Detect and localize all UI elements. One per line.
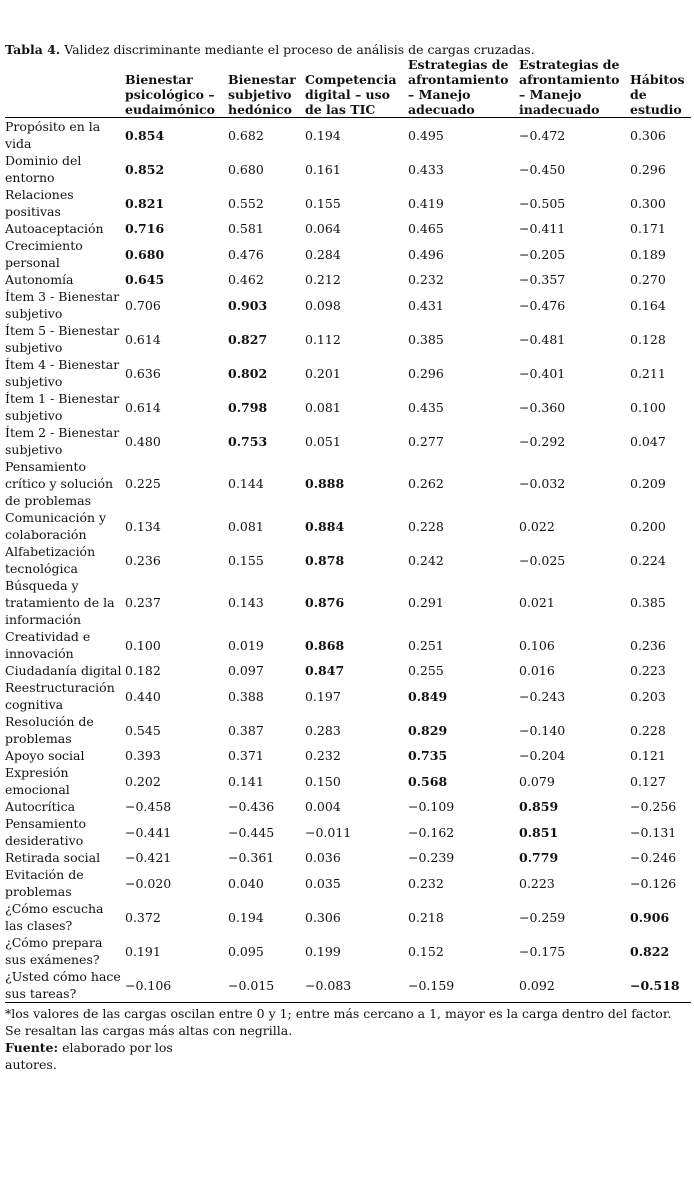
header-col-4: Estrategias de afrontamiento – Manejo adecuado xyxy=(408,57,509,117)
loading-cell: 0.182 xyxy=(125,663,161,678)
loading-cell: 0.462 xyxy=(228,272,264,287)
row-label: ¿Cómo prepara sus exámenes? xyxy=(5,935,103,967)
loading-cell: −0.441 xyxy=(125,824,172,840)
table-row xyxy=(5,798,691,815)
table-row xyxy=(5,152,691,186)
loading-cell: 0.150 xyxy=(305,773,341,789)
table-header-row xyxy=(5,57,691,118)
loading-cell: 0.100 xyxy=(125,637,161,653)
loading-cell: 0.022 xyxy=(519,518,555,534)
loading-cell: 0.228 xyxy=(408,518,444,534)
loading-cell: −0.204 xyxy=(519,748,566,763)
loading-cell: 0.191 xyxy=(125,943,161,959)
header-col-2: Bienestar subjetivo hedónico xyxy=(228,72,296,117)
loading-cell: 0.232 xyxy=(408,272,444,287)
loading-cell: −0.131 xyxy=(630,824,677,840)
loading-cell: 0.680 xyxy=(125,246,165,262)
loading-cell: 0.223 xyxy=(630,663,666,678)
loading-cell: 0.127 xyxy=(630,773,666,789)
loading-cell: 0.143 xyxy=(228,595,264,610)
loading-cell: 0.888 xyxy=(305,476,345,491)
table-row xyxy=(5,662,691,679)
loading-cell: 0.388 xyxy=(228,688,264,704)
row-label: Ítem 3 - Bienestar subjetivo xyxy=(5,289,120,321)
table-row xyxy=(5,271,691,288)
loading-cell: 0.100 xyxy=(630,399,666,415)
loading-cell: −0.239 xyxy=(408,850,455,865)
loading-cell: 0.242 xyxy=(408,552,444,568)
loading-cell: 0.047 xyxy=(630,433,666,449)
loading-cell: 0.270 xyxy=(630,272,666,287)
loading-cell: 0.237 xyxy=(125,595,161,610)
row-label: Alfabetización tecnológica xyxy=(5,544,96,576)
table-row xyxy=(5,237,691,271)
loading-cell: 0.385 xyxy=(408,331,444,347)
row-label: Ítem 5 - Bienestar subjetivo xyxy=(5,323,120,355)
loading-cell: 0.035 xyxy=(305,875,341,891)
loading-cell: 0.296 xyxy=(630,161,666,177)
loading-cell: −0.140 xyxy=(519,722,566,738)
loading-cell: 0.155 xyxy=(305,195,341,211)
table-caption-label: Tabla 4. xyxy=(5,42,61,57)
loading-cell: 0.903 xyxy=(228,297,268,313)
loading-cell: −0.106 xyxy=(125,977,172,993)
loading-cell: 0.847 xyxy=(305,663,345,678)
loading-cell: 0.251 xyxy=(408,637,444,653)
loading-cell: 0.884 xyxy=(305,518,345,534)
loading-cell: 0.081 xyxy=(228,518,264,534)
table-row xyxy=(5,747,691,764)
row-label: Ítem 2 - Bienestar subjetivo xyxy=(5,425,120,457)
row-label: Apoyo social xyxy=(5,748,85,763)
loading-cell: 0.211 xyxy=(630,365,666,381)
loading-cell: 0.036 xyxy=(305,850,341,865)
loading-cell: 0.829 xyxy=(408,722,448,738)
header-col-6: Hábitos de estudio xyxy=(630,72,685,117)
loading-cell: −0.246 xyxy=(630,850,677,865)
row-label: ¿Usted cómo hace sus tareas? xyxy=(5,969,121,1001)
loading-cell: 0.134 xyxy=(125,518,161,534)
loading-cell: 0.209 xyxy=(630,476,666,491)
loading-cell: 0.201 xyxy=(305,365,341,381)
loading-cell: 0.876 xyxy=(305,595,345,610)
table-row xyxy=(5,220,691,237)
row-label: Ítem 4 - Bienestar subjetivo xyxy=(5,357,120,389)
loading-cell: 0.614 xyxy=(125,399,161,415)
table-row xyxy=(5,322,691,356)
loading-cell: 0.284 xyxy=(305,246,341,262)
table-row xyxy=(5,118,691,153)
loading-cell: 0.189 xyxy=(630,246,666,262)
loading-cell: 0.852 xyxy=(125,161,165,177)
loading-cell: 0.480 xyxy=(125,433,161,449)
table-row xyxy=(5,509,691,543)
row-label: Pensamiento crítico y solución de problemas xyxy=(5,459,114,508)
loading-cell: 0.614 xyxy=(125,331,161,347)
loading-cell: −0.481 xyxy=(519,331,566,347)
loading-cell: 0.051 xyxy=(305,433,341,449)
loading-cell: 0.152 xyxy=(408,943,444,959)
loading-cell: −0.361 xyxy=(228,850,275,865)
loading-cell: 0.236 xyxy=(125,552,161,568)
loading-cell: 0.064 xyxy=(305,221,341,236)
table-row xyxy=(5,458,691,509)
loading-cell: 0.112 xyxy=(305,331,341,347)
loading-cell: 0.016 xyxy=(519,663,555,678)
loading-cell: 0.262 xyxy=(408,476,444,491)
loading-cell: 0.283 xyxy=(305,722,341,738)
table-row xyxy=(5,968,691,1003)
table-footnote: *los valores de las cargas oscilan entre 0 y 1; entre más cercano a 1, mayor es la carga dentro del factor. Se resaltan las cargas más altas con negrilla. xyxy=(5,1006,672,1038)
loading-cell: 0.194 xyxy=(228,909,264,925)
table-row xyxy=(5,424,691,458)
loading-cell: 0.306 xyxy=(630,127,666,143)
table-row xyxy=(5,390,691,424)
loading-cell: 0.645 xyxy=(125,272,165,287)
loading-cell: 0.827 xyxy=(228,331,268,347)
loading-cell: 0.164 xyxy=(630,297,666,313)
loading-cell: 0.128 xyxy=(630,331,666,347)
row-label: Creatividad e innovación xyxy=(5,629,91,661)
loading-cell: 0.021 xyxy=(519,595,555,610)
loading-cell: 0.868 xyxy=(305,637,345,653)
loading-cell: 0.228 xyxy=(630,722,666,738)
loading-cell: −0.109 xyxy=(408,799,455,814)
loading-cell: 0.859 xyxy=(519,799,559,814)
loading-cell: 0.779 xyxy=(519,850,559,865)
loading-cell: 0.277 xyxy=(408,433,444,449)
row-label: Autoaceptación xyxy=(5,221,104,236)
loading-cell: −0.458 xyxy=(125,799,172,814)
loading-cell: 0.255 xyxy=(408,663,444,678)
loading-cell: −0.411 xyxy=(519,221,566,236)
row-label: Ciudadanía digital xyxy=(5,663,122,678)
loading-cell: 0.798 xyxy=(228,399,268,415)
loading-cell: −0.421 xyxy=(125,850,172,865)
loading-cell: −0.360 xyxy=(519,399,566,415)
loadings-table xyxy=(5,57,691,1003)
table-row xyxy=(5,815,691,849)
loading-cell: −0.126 xyxy=(630,875,677,891)
loading-cell: −0.472 xyxy=(519,127,566,143)
loading-cell: −0.259 xyxy=(519,909,566,925)
row-label: Búsqueda y tratamiento de la información xyxy=(5,578,115,627)
loading-cell: 0.232 xyxy=(305,748,341,763)
row-label: Autonomía xyxy=(5,272,74,287)
loading-cell: 0.545 xyxy=(125,722,161,738)
header-col-3: Competencia digital – uso de las TIC xyxy=(305,72,397,117)
header-blank xyxy=(5,57,125,118)
row-label: ¿Cómo escucha las clases? xyxy=(5,901,104,933)
row-label: Evitación de problemas xyxy=(5,867,84,899)
loading-cell: 0.212 xyxy=(305,272,341,287)
loading-cell: 0.387 xyxy=(228,722,264,738)
loading-cell: 0.435 xyxy=(408,399,444,415)
loading-cell: 0.141 xyxy=(228,773,264,789)
loading-cell: 0.906 xyxy=(630,909,670,925)
loading-cell: −0.401 xyxy=(519,365,566,381)
loading-cell: 0.706 xyxy=(125,297,161,313)
row-label: Resolución de problemas xyxy=(5,714,94,746)
loading-cell: −0.518 xyxy=(630,977,680,993)
row-label: Pensamiento desiderativo xyxy=(5,816,87,848)
loading-cell: 0.431 xyxy=(408,297,444,313)
loading-cell: 0.433 xyxy=(408,161,444,177)
loading-cell: −0.159 xyxy=(408,977,455,993)
table-row xyxy=(5,679,691,713)
table-row xyxy=(5,866,691,900)
loading-cell: 0.202 xyxy=(125,773,161,789)
table-row xyxy=(5,543,691,577)
loading-cell: 0.636 xyxy=(125,365,161,381)
loading-cell: −0.450 xyxy=(519,161,566,177)
table-row xyxy=(5,628,691,662)
row-label: Retirada social xyxy=(5,850,101,865)
loading-cell: 0.440 xyxy=(125,688,161,704)
loading-cell: 0.496 xyxy=(408,246,444,262)
table-row xyxy=(5,934,691,968)
table-source xyxy=(5,1039,185,1073)
header-col-1: Bienestar psicológico – eudaimónico xyxy=(125,72,215,117)
loading-cell: 0.197 xyxy=(305,688,341,704)
loading-cell: 0.098 xyxy=(305,297,341,313)
table-caption xyxy=(5,42,691,57)
loading-cell: −0.205 xyxy=(519,246,566,262)
loading-cell: 0.393 xyxy=(125,748,161,763)
row-label: Expresión emocional xyxy=(5,765,70,797)
loading-cell: −0.357 xyxy=(519,272,566,287)
loading-cell: 0.849 xyxy=(408,688,448,704)
row-label: Relaciones positivas xyxy=(5,187,74,219)
loading-cell: −0.505 xyxy=(519,195,566,211)
row-label: Crecimiento personal xyxy=(5,238,83,270)
table-figure xyxy=(5,42,691,1073)
row-label: Autocrítica xyxy=(5,799,76,814)
table-row xyxy=(5,288,691,322)
loading-cell: 0.878 xyxy=(305,552,345,568)
loading-cell: −0.256 xyxy=(630,799,677,814)
loading-cell: 0.854 xyxy=(125,127,165,143)
loading-cell: 0.851 xyxy=(519,824,559,840)
loading-cell: −0.445 xyxy=(228,824,275,840)
loading-cell: 0.419 xyxy=(408,195,444,211)
source-label: Fuente: xyxy=(5,1040,59,1055)
loading-cell: 0.300 xyxy=(630,195,666,211)
loading-cell: 0.079 xyxy=(519,773,555,789)
loading-cell: −0.020 xyxy=(125,875,172,891)
table-caption-text: Validez discriminante mediante el proceso de análisis de cargas cruzadas. xyxy=(64,42,535,57)
loading-cell: 0.200 xyxy=(630,518,666,534)
loading-cell: 0.121 xyxy=(630,748,666,763)
loading-cell: 0.218 xyxy=(408,909,444,925)
loading-cell: 0.682 xyxy=(228,127,264,143)
header-col-5: Estrategias de afrontamiento – Manejo inadecuado xyxy=(519,57,620,117)
loading-cell: 0.097 xyxy=(228,663,264,678)
loading-cell: 0.081 xyxy=(305,399,341,415)
loading-cell: 0.194 xyxy=(305,127,341,143)
row-label: Comunicación y colaboración xyxy=(5,510,107,542)
row-label: Dominio del entorno xyxy=(5,153,82,185)
loading-cell: 0.753 xyxy=(228,433,268,449)
loading-cell: 0.581 xyxy=(228,221,264,236)
loading-cell: 0.019 xyxy=(228,637,264,653)
loading-cell: −0.015 xyxy=(228,977,275,993)
loading-cell: −0.083 xyxy=(305,977,352,993)
loading-cell: 0.040 xyxy=(228,875,264,891)
loading-cell: 0.224 xyxy=(630,552,666,568)
loading-cell: 0.004 xyxy=(305,799,341,814)
row-label: Reestructuración cognitiva xyxy=(5,680,115,712)
loading-cell: −0.162 xyxy=(408,824,455,840)
loading-cell: 0.155 xyxy=(228,552,264,568)
row-label: Ítem 1 - Bienestar subjetivo xyxy=(5,391,120,423)
loading-cell: 0.171 xyxy=(630,221,666,236)
loading-cell: 0.680 xyxy=(228,161,264,177)
loading-cell: −0.032 xyxy=(519,476,566,491)
loading-cell: 0.802 xyxy=(228,365,268,381)
loading-cell: 0.385 xyxy=(630,595,666,610)
loading-cell: 0.223 xyxy=(519,875,555,891)
loading-cell: 0.291 xyxy=(408,595,444,610)
loading-cell: −0.292 xyxy=(519,433,566,449)
loading-cell: 0.106 xyxy=(519,637,555,653)
table-row xyxy=(5,764,691,798)
loading-cell: 0.236 xyxy=(630,637,666,653)
loading-cell: 0.232 xyxy=(408,875,444,891)
loading-cell: 0.161 xyxy=(305,161,341,177)
loading-cell: −0.175 xyxy=(519,943,566,959)
loading-cell: 0.199 xyxy=(305,943,341,959)
loading-cell: −0.243 xyxy=(519,688,566,704)
table-body xyxy=(5,118,691,1003)
loading-cell: 0.372 xyxy=(125,909,161,925)
loading-cell: 0.203 xyxy=(630,688,666,704)
loading-cell: 0.552 xyxy=(228,195,264,211)
table-row xyxy=(5,849,691,866)
loading-cell: 0.306 xyxy=(305,909,341,925)
source-text: elaborado por los autores. xyxy=(5,1040,173,1072)
loading-cell: 0.371 xyxy=(228,748,264,763)
loading-cell: −0.011 xyxy=(305,824,352,840)
loading-cell: 0.822 xyxy=(630,943,670,959)
table-row xyxy=(5,900,691,934)
table-row xyxy=(5,356,691,390)
loading-cell: 0.568 xyxy=(408,773,448,789)
loading-cell: 0.716 xyxy=(125,221,165,236)
row-label: Propósito en la vida xyxy=(5,119,101,151)
loading-cell: 0.735 xyxy=(408,748,448,763)
loading-cell: −0.025 xyxy=(519,552,566,568)
loading-cell: 0.476 xyxy=(228,246,264,262)
loading-cell: −0.476 xyxy=(519,297,566,313)
loading-cell: 0.225 xyxy=(125,476,161,491)
table-row xyxy=(5,713,691,747)
loading-cell: 0.821 xyxy=(125,195,165,211)
loading-cell: 0.296 xyxy=(408,365,444,381)
table-row xyxy=(5,186,691,220)
loading-cell: 0.144 xyxy=(228,476,264,491)
loading-cell: 0.465 xyxy=(408,221,444,236)
loading-cell: 0.095 xyxy=(228,943,264,959)
loading-cell: −0.436 xyxy=(228,799,275,814)
loading-cell: 0.092 xyxy=(519,977,555,993)
loading-cell: 0.495 xyxy=(408,127,444,143)
table-row xyxy=(5,577,691,628)
